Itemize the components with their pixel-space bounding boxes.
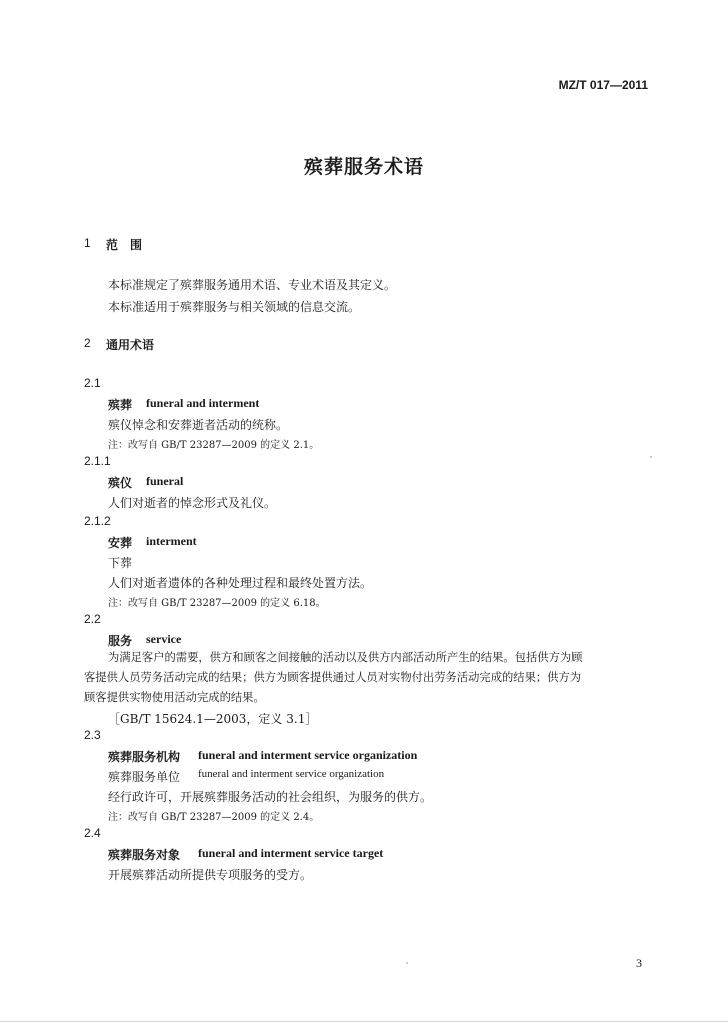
term-definition-line-2: 客提供人员劳务活动完成的结果；供方为顾客提供通过人员对实物付出劳务活动完成的结果；供方为 <box>84 671 582 684</box>
term-note: 注：改写自 GB/T 23287—2009 的定义 2.4。 <box>108 812 320 823</box>
term-definition: 开展殡葬活动所提供专项服务的受方。 <box>108 868 313 882</box>
term-definition: 人们对逝者遗体的各种处理过程和最终处置方法。 <box>108 576 373 590</box>
term-note: 注：改写自 GB/T 23287—2009 的定义 2.1。 <box>108 440 320 451</box>
section-2-title: 通用术语 <box>106 338 155 352</box>
term-number: 2.3 <box>84 728 101 742</box>
term-number: 2.1 <box>84 376 101 390</box>
section-1-number: 1 <box>84 236 91 250</box>
term-en: interment <box>146 534 197 548</box>
scan-speck <box>406 962 408 964</box>
term-alt-en: funeral and interment service organization <box>198 768 385 780</box>
term-definition: 殡仪悼念和安葬逝者活动的统称。 <box>108 418 289 432</box>
term-zh: 殡仪 <box>108 476 133 490</box>
term-zh: 殡葬 <box>108 398 133 412</box>
scope-line-2: 本标准适用于殡葬服务与相关领域的信息交流。 <box>108 300 361 314</box>
term-zh: 服务 <box>108 634 133 648</box>
term-definition: 人们对逝者的悼念形式及礼仪。 <box>108 496 277 510</box>
term-en: funeral and interment <box>146 396 260 410</box>
page-number: 3 <box>636 956 642 970</box>
page-title: 殡葬服务术语 <box>303 156 424 178</box>
page-bottom-edge <box>0 1021 728 1022</box>
term-en: funeral <box>146 474 184 488</box>
standard-code: MZ/T 017—2011 <box>558 78 648 92</box>
term-definition: 经行政许可，开展殡葬服务活动的社会组织，为服务的供方。 <box>108 790 433 804</box>
term-zh: 殡葬服务机构 <box>108 750 181 764</box>
term-en: service <box>146 632 182 646</box>
term-en: funeral and interment service organization <box>198 748 418 762</box>
term-number: 2.4 <box>84 826 101 840</box>
term-zh: 殡葬服务对象 <box>108 848 181 862</box>
term-number: 2.1.2 <box>84 514 111 528</box>
term-note: 注：改写自 GB/T 23287—2009 的定义 6.18。 <box>108 598 326 609</box>
term-definition-line-3: 顾客提供实物使用活动完成的结果。 <box>84 691 265 704</box>
scope-line-1: 本标准规定了殡葬服务通用术语、专业术语及其定义。 <box>108 278 397 292</box>
term-number: 2.1.1 <box>84 454 111 468</box>
term-zh: 安葬 <box>108 536 133 550</box>
term-number: 2.2 <box>84 612 101 626</box>
term-synonym: 下葬 <box>108 556 133 570</box>
term-source: ［GB/T 15624.1—2003，定义 3.1］ <box>108 712 318 726</box>
term-alt-zh: 殡葬服务单位 <box>108 770 181 784</box>
scan-speck <box>650 456 652 458</box>
section-2-number: 2 <box>84 336 91 350</box>
section-1-title: 范 围 <box>106 238 143 252</box>
term-en: funeral and interment service target <box>198 846 384 860</box>
term-definition-line-1: 为满足客户的需要，供方和顾客之间接触的活动以及供方内部活动所产生的结果。包括供方为顾 <box>108 651 583 664</box>
